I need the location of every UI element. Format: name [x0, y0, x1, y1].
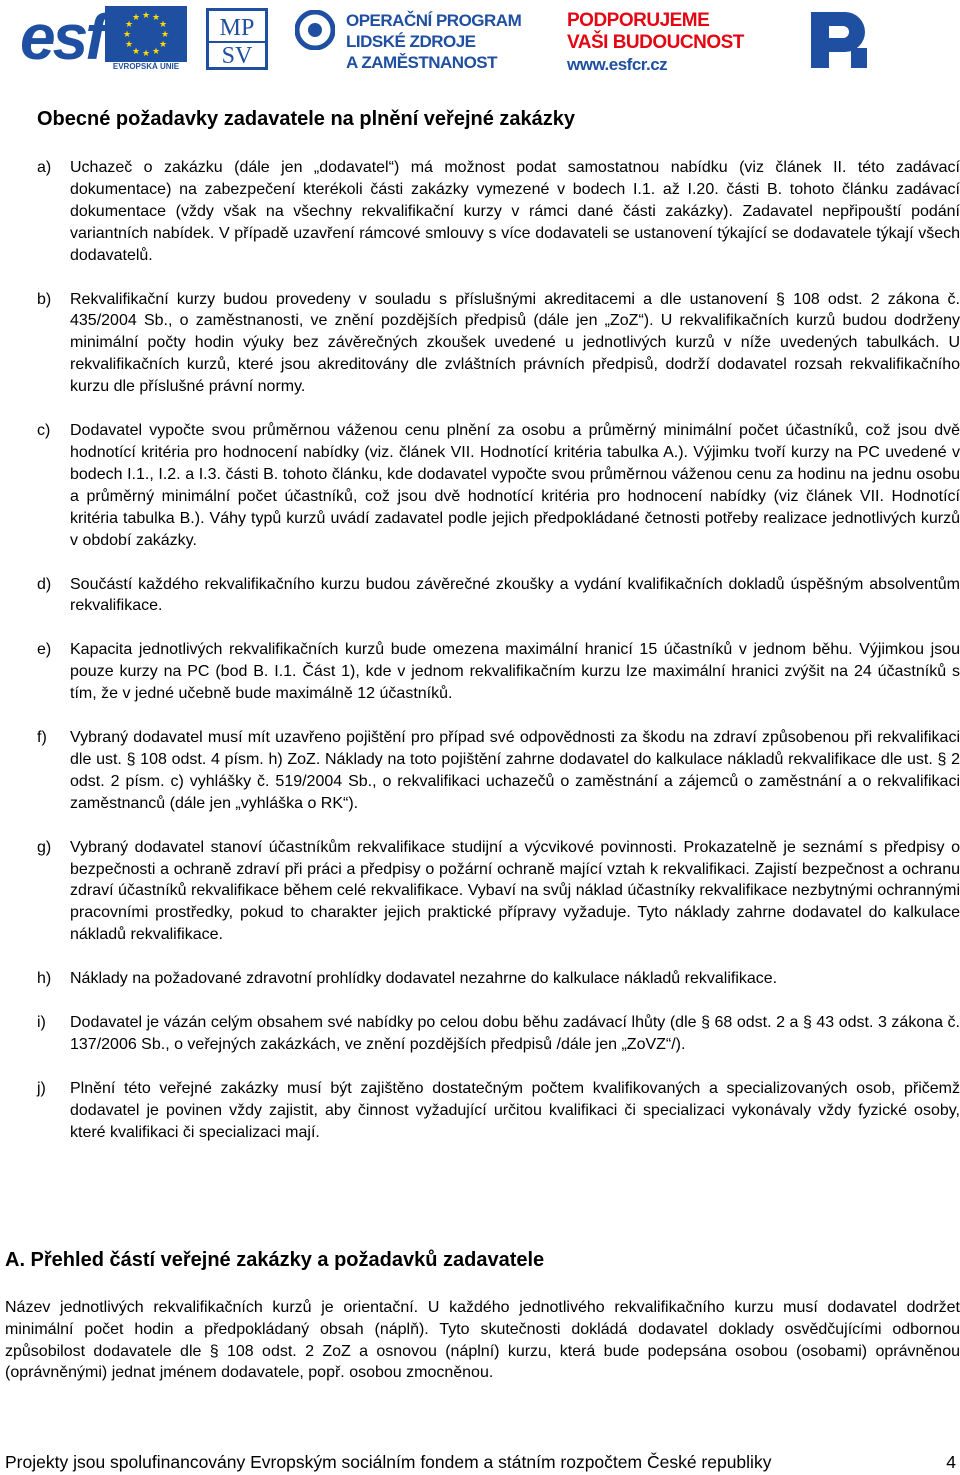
svg-text:★: ★ — [131, 47, 141, 57]
footer-text: Projekty jsou spolufinancovány Evropským sociálním fondem a státním rozpočtem České republiky — [5, 1452, 772, 1472]
section-title-overview: A. Přehled částí veřejné zakázky a požadavků zadavatele — [5, 1249, 545, 1271]
esf-logo: esf — [20, 1, 104, 73]
svg-text:★: ★ — [158, 40, 168, 50]
list-item: j) Plnění této veřejné zakázky musí být zajištěno dostatečným počtem kvalifikovaných a specializovaných osob, přičemž dodavatel je povinen vždy zajistit, aby činnost vyžadující určitou kvalifikaci či specializaci vykonávaly vždy fyzické osoby, které kvalifikaci či specializaci mají. — [37, 1079, 960, 1141]
svg-text:★: ★ — [141, 11, 151, 21]
support-url: www.esfcr.cz — [567, 55, 668, 74]
mpsv-logo: MP SV — [206, 8, 268, 70]
list-item: d) Součástí každého rekvalifikačního kurzu budou závěrečné zkoušky a vydání kvalifikačních dokladů úspěšným absolventům rekvalifikace. — [37, 575, 960, 615]
page-footer — [5, 1452, 960, 1473]
list-item: h) Náklady na požadované zdravotní prohlídky dodavatel nezahrne do kalkulace nákladů rekvalifikace. — [37, 970, 778, 988]
svg-text:★: ★ — [124, 20, 134, 30]
p-logo-icon — [805, 8, 873, 72]
list-item: c) Dodavatel vypočte svou průměrnou váženou cenu plnění za osobu a průměrný minimální počet účastníků, což jsou dvě hodnotící kritéria pro hodnocení nabídky (viz. článek VII. Hodnotící kritéria tabulka A.). Výjimku tvoří kurzy na PC uvedené v bodech I.1., I.2. a I.3. části B. tohoto článku, kde dodavatel vypočte svou průměrnou váženou cenu za hodinu na jednu osobu a průměrný minimální počet účastníků, což jsou dvě hodnotící kritéria pro hodnocení nabídky (viz článek VII. Hodnotící kritéria tabulka B.). Váhy typů kurzů uvádí zadavatel podle jejich předpokládané četnosti potřeby realizace jednotlivých kurzů v období zakázky. — [37, 422, 960, 549]
list-item: i) Dodavatel je vázán celým obsahem své nabídky po celou dobu běhu zadávací lhůty (dle § 68 odst. 2 a § 43 odst. 3 zákona č. 137/2006 Sb., o veřejných zakázkách, ve znění pozdějších předpisů /dále jen „ZoVZ“/). — [37, 1014, 960, 1053]
eu-label: EVROPSKÁ UNIE — [112, 62, 180, 71]
list-item: f) Vybraný dodavatel musí mít uzavřeno pojištění pro případ své odpovědnosti za škodu na zdraví způsobenou při rekvalifikaci dle ust. § 108 odst. 4 písm. h) ZoZ. Náklady na toto pojištění zahrne dodavatel do kalkulace nákladů rekvalifikace dle ust. § 2 odst. 2 písm. c) vyhlášky č. 519/2004 Sb., o rekvalifikaci uchazečů o zaměstnání a zájemců o zaměstnání a o rekvalifikaci zaměstnanců (dále jen „vyhláška o RK“). — [37, 729, 960, 812]
list-item: e) Kapacita jednotlivých rekvalifikačních kurzů bude omezena maximální hranicí 15 účastníků v jednom běhu. Výjimkou jsou pouze kurzy na PC (bod B. I.1. Část 1), kde v jednom rekvalifikačním kurzu lze maximální hranici zvýšit na 24 účastníků s tím, že v jedné učebně bude maximálně 12 účastníků. — [37, 641, 960, 703]
svg-text:★: ★ — [131, 13, 141, 23]
svg-text:★: ★ — [151, 47, 161, 57]
op-program-icon — [295, 10, 335, 50]
page-number: 4 — [946, 1452, 956, 1472]
svg-text:★: ★ — [122, 30, 132, 40]
section-title-general: Obecné požadavky zadavatele na plnění veřejné zakázky — [37, 108, 576, 130]
svg-text:★: ★ — [141, 49, 151, 59]
svg-text:★: ★ — [158, 20, 168, 30]
support-slogan: PODPORUJEME VAŠI BUDOUCNOST www.esfcr.cz — [567, 10, 744, 74]
list-item: b) Rekvalifikační kurzy budou provedeny v souladu s příslušnými akreditacemi a dle ustanovení § 108 odst. 2 zákona č. 435/2004 Sb., o zaměstnanosti, ve znění pozdějších předpisů (dále jen „ZoZ“). U rekvalifikačních kurzů budou dodrženy minimální počty hodin výuky bez závěrečných zkoušek uvedené u jednotlivých kurzů v níže uvedených tabulkách. U rekvalifikačních kurzů, které jsou akreditovány dle zvláštních právních předpisů, dodrží dodavatel rozsah rekvalifikačního kurzu dle příslušné právní normy. — [37, 290, 960, 396]
requirements-list — [37, 157, 960, 1166]
svg-text:★: ★ — [151, 13, 161, 23]
eu-flag-icon — [105, 6, 187, 62]
svg-text:★: ★ — [160, 30, 170, 40]
svg-text:★: ★ — [124, 40, 134, 50]
list-item: g) Vybraný dodavatel stanoví účastníkům rekvalifikace studijní a výcvikové povinnosti. Prokazatelně je seznámí s předpisy o bezpečnosti a ochraně zdraví při práci a předpisy o požární ochraně mající vztah k rekvalifikaci. Zajistí bezpečnost a ochranu zdraví účastníků rekvalifikace během celé rekvalifikace. Vybaví na svůj náklad účastníky rekvalifikace nezbytnými ochrannými pracovními prostředky, pokud to charakter jejich praktické přípravy vyžaduje. Tyto náklady zahrne dodavatel do kalkulace nákladů rekvalifikace. — [37, 838, 960, 944]
list-item: a) Uchazeč o zakázku (dále jen „dodavatel“) má možnost podat samostatnou nabídku (viz článek II. této zadávací dokumentace) na zabezpečení kterékoli části zakázky vymezené v bodech I.1. až I.20. části B. tohoto článku zadávací dokumentace (vždy však na všechny rekvalifikační kurzy v rámci dané části zakázky). Zadavatel nepřipouští podání variantních nabídek. V případě uzavření rámcové smlouvy s více dodavateli se ustanovení týkající se dodavatele týkají všech dodavatelů. — [37, 159, 960, 264]
page-header — [0, 0, 960, 80]
op-program-logo: OPERAČNÍ PROGRAM LIDSKÉ ZDROJE A ZAMĚSTNANOST — [346, 11, 522, 72]
overview-paragraph: Název jednotlivých rekvalifikačních kurzů je orientační. U každého jednotlivého rekvalifikačního kurzu musí dodavatel dodržet minimální počet hodin a předpokládaný obsah (náplň). Tyto skutečnosti dokládá dodavatel doklady osvědčujícími odbornou způsobilost dodavatele dle § 108 odst. 2 ZoZ a osnovou (náplní) kurzu, která bude podepsána osobou (osobami) oprávněnou (oprávněnými) jednat jménem dodavatele, popř. osobou zmocněnou. — [5, 1299, 960, 1382]
